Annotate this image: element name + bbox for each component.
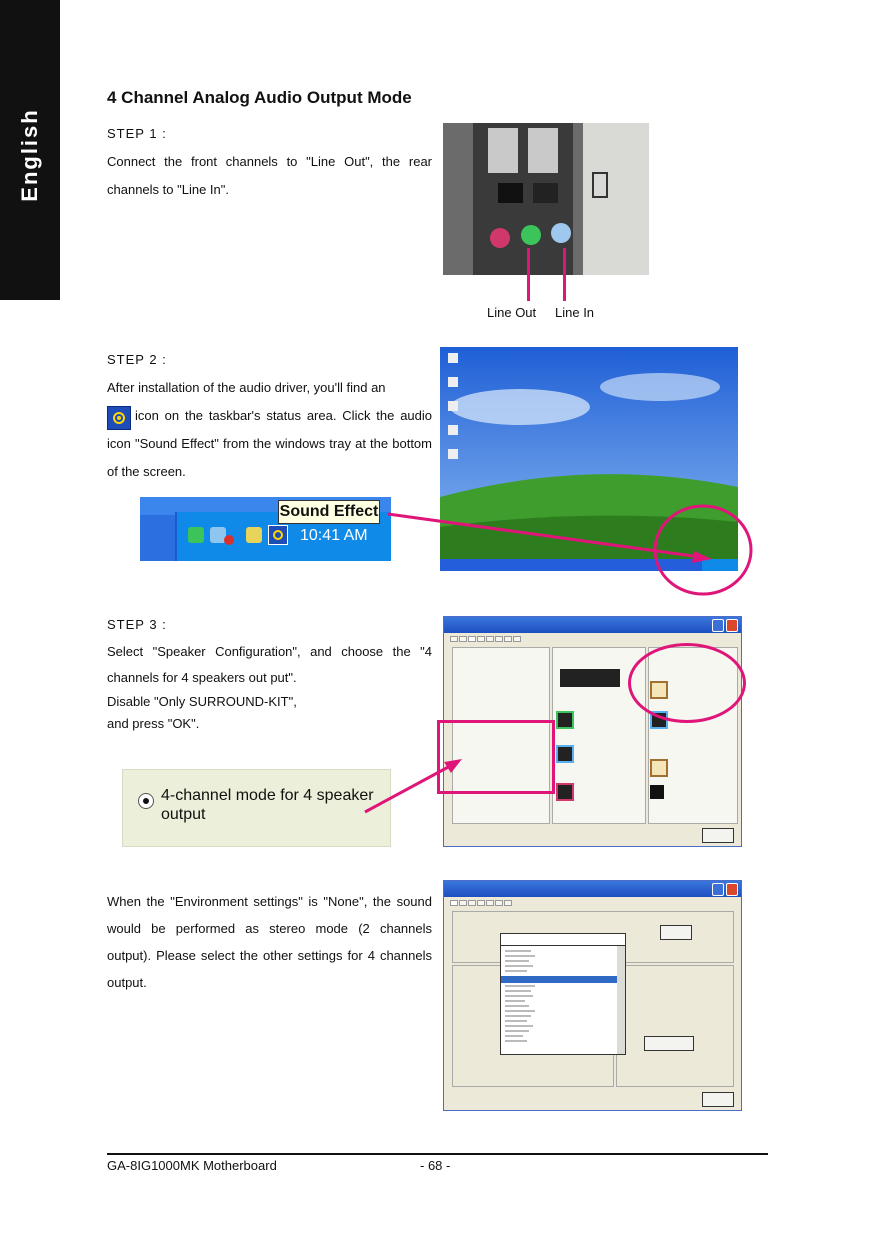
step3-text2: Disable "Only SURROUND-KIT",: [107, 694, 297, 709]
step2-text-rest: icon on the taskbar's status area. Click the audio icon "Sound Effect" from the windows tray at the bottom of the screen.: [107, 408, 432, 479]
step2-text-line1: After installation of the audio driver, you'll find an: [107, 380, 386, 395]
four-channel-option-label: 4-channel mode for 4 speaker output: [161, 787, 374, 823]
footer-rule: [107, 1153, 768, 1155]
step1-text: Connect the front channels to "Line Out", the rear channels to "Line In".: [107, 154, 432, 197]
step3-text: Select "Speaker Configuration", and choose the "4 channels for 4 speakers out put".: [107, 644, 432, 685]
line-in-label: Line In: [555, 305, 595, 320]
step2-heading: STEP 2 :: [107, 352, 167, 367]
language-label: English: [17, 108, 42, 202]
section-title: 4 Channel Analog Audio Output Mode: [107, 88, 412, 107]
tray-arrow: [388, 514, 700, 557]
option-arrow-head: [444, 759, 462, 773]
option-arrow: [365, 765, 452, 812]
footer-model: GA-8IG1000MK Motherboard: [107, 1158, 277, 1173]
tray-arrow-head: [692, 551, 712, 563]
step3-heading: STEP 3 :: [107, 617, 167, 632]
step1-heading: STEP 1 :: [107, 126, 167, 141]
tray-clock: 10:41 AM: [300, 527, 368, 544]
sound-effect-tooltip: Sound Effect: [278, 500, 380, 524]
step4-text: When the "Environment settings" is "None", the sound would be performed as stereo mode (2 channels output). Please select the other settings for 4 channels output.: [107, 894, 432, 990]
step3-text3: and press "OK".: [107, 716, 200, 731]
line-out-label: Line Out: [487, 305, 537, 320]
page-number: - 68 -: [420, 1158, 451, 1173]
tray-highlight-ring: [655, 506, 751, 594]
